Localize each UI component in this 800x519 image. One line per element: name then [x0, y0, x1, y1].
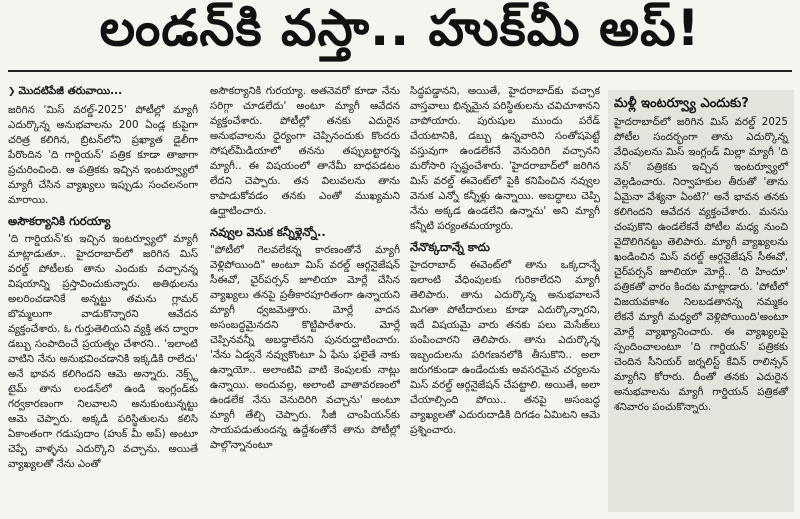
- chevron-right-icon: ❯: [8, 87, 16, 97]
- article-column-1: [8, 84, 198, 516]
- subheading: నవ్వుల వెనుక కన్నీళ్లెన్నో..: [210, 225, 326, 239]
- paragraph: సిద్ధపడ్డానని, అయితే, హైదరాబాద్‌కు వచ్చాక వాస్తవాలు భిన్నమైన పరిస్థితులను చవిచూశానని వాపోయారు. పురుషుల ముందు పరేడ్ చేయటానికి, డబ్బు ఉన్నవారిని సంతోషపెట్టే వస్తువుగా ఉండలేకనే వెనుదిరిగి వచ్చానని మరోసారి స్పష్టంచేశారు. 'హైదరాబాద్‌లో జరిగిన మిస్ వరల్డ్ ఈవెంట్‌లో పైకి కనిపించిన నవ్వుల వెనుక ఎన్నో కన్నీళ్లు ఉన్నాయి. అబద్ధాలు చెప్పి నేను అక్కడ ఉండలేని ఉన్నాను' అని మ్యాగీ కన్నీటి పర్యంతమయ్యారు.: [410, 85, 600, 232]
- paragraph: హైదరాబాద్ ఈవెంట్‌లో తాను ఒక్కదాన్నే ఇలాంటి వేధింపులకు గురికాలేదని మ్యాగీ తెలిపారు. తాను ఎదుర్కొన్న అనుభవాలనే మిగతా పోటీదారులు కూడా ఎదుర్కొన్నారని, ఇదే విషయమై వారు తనకు పలు మెసేజ్‌లు పంపించారని తెలిపారు. తాను ఎదుర్కొన్న ఇబ్బందులను పరిగణనలోకి తీసుకొని.. అలా జరుగకుండా ఉండేందుకు అవసరమైన చర్యలను మిస్ వరల్డ్ ఆర్గనైజేషన్ చేపట్టాలి. అయితే, అలా చేయాల్సింది పోయి.. తనపై అసంబద్ధ వ్యాఖ్యలతో ఎదురుదాడికి దిగడం ఏమిటని ఆమె ప్రశ్నించారు.: [410, 259, 600, 436]
- headline: లండన్‌కి వస్తా.. హుక్‌మీ అప్!: [99, 0, 701, 57]
- continuation-lead: [8, 84, 198, 100]
- sidebar-title: మళ్లీ ఇంటర్వ్యూ ఎందుకు?: [614, 96, 749, 111]
- paragraph: జరిగిన 'మిస్ వరల్డ్-2025' పోటీల్లో మ్యాగీ ఎదుర్కొన్న అనుభవాలను 200 ఏండ్ల కుపైగా చరిత్ర కలిగిన, బ్రిటన్‌లోని ప్రఖ్యాత డైలీగా పేరొందిన 'ది గార్డియన్' పత్రిక కూడా తాజాగా ప్రచురించింది. ఆ పత్రికకు ఇచ్చిన ఇంటర్వ్యూలో మ్యాగీ చేసిన వ్యాఖ్యలు ఇప్పుడు సంచలనంగా మారాయి.: [8, 104, 198, 206]
- paragraph: హైదరాబాద్‌లో జరిగిన మిస్ వరల్డ్ 2025 పోటీల సందర్భంగా తాను ఎదుర్కొన్న వేధింపులను మిస్ ఇంగ్లండ్ మిల్లా మ్యాగీ 'ది సన్' పత్రికకు ఇచ్చిన ఇంటర్వ్యూలో వెల్లడించారు. నిర్వాహకుల తీరుతో 'తాను ఏమైనా వేశ్యనా ఏంటి?' అనే భావన తనకు కలిగిందని ఆవేదన వ్యక్తంచేశారు. మనసు చంపుకొని ఉండలేకనే పోటీల మధ్య నుంచి వైదొలిగినట్టు తెలిపారు. మ్యాగీ వ్యాఖ్యలను ఖండించిన మిస్ వరల్డ్ ఆర్గనైజేషన్ సీఈవో, చైర్‌పర్సన్ జూలియా మోర్లే.. 'ది హిందూ' పత్రికతో వారం కిందట మాట్లాడారు. 'పోటీలో విజయవకాశం నిలబడతానన్న నమ్మకం లేకనే మ్యాగీ మధ్యలో వెళ్లిపోయింది'అంటూ మోర్లే వ్యాఖ్యానించారు. ఈ వ్యాఖ్యలపై స్పందించాలంటూ 'ది గార్డియన్' పత్రికకు చెందిన సీనియర్ జర్నలిస్ట్ కేవిన్ రాలిన్సన్ మ్యాగీని కోరారు. దీంతో తనకు ఎదురైన అనుభవాలను మ్యాగీ గార్డియన్ పత్రికతో శనివారం పంచుకొన్నారు.: [614, 116, 788, 413]
- paragraph: అసౌకర్యానికి గురయ్యా. అతనెవరో కూడా నేను సరిగ్గా చూడలేదు' అంటూ మ్యాగీ ఆవేదన వ్యక్తంచేశారు. పోటీల్లో తనకు ఎదురైన అనుభవాలను ధైర్యంగా చెప్పినందుకు కొందరు సోషల్‌మీడియాలో తనను తప్పుబట్టారన్న మ్యాగీ.. ఈ విషయంలో తానేమీ బాధపడటం లేదని చెప్పారు. తన విలువలను తాను కాపాడుకోవడం తనకు ఎంతో ముఖ్యమని ఉద్ఘాటించారు.: [210, 85, 400, 217]
- paragraph: 'ది గార్డియన్'కు ఇచ్చిన ఇంటర్వ్యూలో మ్యాగీ మాట్లాడుతూ.. హైదరాబాద్‌లో జరిగిన మిస్ వరల్డ్ పోటీలకు తాను ఎందుకు వచ్చానన్న విషయాన్ని ప్రస్తావించుకున్నారు. అతిథులను అలరించడానికే అన్నట్టు తమను గ్లామర్ బొమ్మలుగా వాడుకొన్నారని ఆవేదన వ్యక్తంచేశారు. ఓ గుర్తుతెలియని వ్యక్తి తన ద్వారా డబ్బు సంపాదించే ప్రయత్నం చేశారని.. 'ఇలాంటి వాటిని నేను అనుభవించడానికి ఇక్కడికి రాలేదు' అనే భావన కలిగిందని ఆమె అన్నారు. నెక్స్ట్ టైమ్ తాను లండన్‌లో ఉండి ఇంగ్లండ్‌కు గర్వకారణంగా నిలవాలని అనుకుంటున్నట్టు ఆమె చెప్పారు. అక్కడి పరిస్థితులను కలిసి ఏకాంతంగా గడుపుదాం (హుక్ మీ అప్) అంటూ చెప్పే వాళ్ళను ఎదుర్కొని వచ్చాను. అయితే వ్యాఖ్యలతో నేను ఎంతో: [8, 233, 198, 470]
- subheading: అసౌకర్యానికి గురయ్యా: [8, 214, 111, 228]
- sidebar-box: [608, 90, 794, 512]
- headline-rule: [8, 70, 792, 72]
- lead-text: మొదటిపేజీ తరువాయి...: [18, 85, 123, 97]
- article-column-2: [210, 84, 400, 516]
- subheading: నేనొక్కదాన్నే కాదు: [410, 240, 490, 254]
- paragraph: "పోటీలో గెలవలేకన్న కారణంతోనే మ్యాగీ వెళ్లిపోయింది" అంటూ మిస్ వరల్డ్ ఆర్గనైజేషన్ సీఈవో, చైర్‌పర్సన్ జూలియా మోర్లే చేసిన వ్యాఖ్యలు తనపై ప్రతీకారపూరితంగా ఉన్నాయని మ్యాగీ ధ్వజమెత్తారు. మోర్లే వాదన అసంబద్ధమైనదని కొట్టిపారేశారు. మోర్లే చెప్పినవన్నీ అబద్ధాలేనని పునరుద్ఘాటించారు. 'నేను ఏడ్వనే నవ్వుకొంటూ ఏ ఫేసు ఫలైతే నాకు ఉన్నాయో.. అలాంటివి వాటి కెంపులకు నాట్లు ఉన్నాయి. అందువల్ల, అలాంటి వాతావరణంలో ఉండలేక నేను వెనుదిరిగి వచ్చాను' అంటూ మ్యాగీ తేల్చి చెప్పారు. సీజీ చాంపియన్‌కు సాయపడుతుందన్న ఉద్దేశంతోనే తాను పోటీల్లో పాల్గొన్నానంటూ: [210, 244, 400, 451]
- article-column-3: [410, 84, 600, 516]
